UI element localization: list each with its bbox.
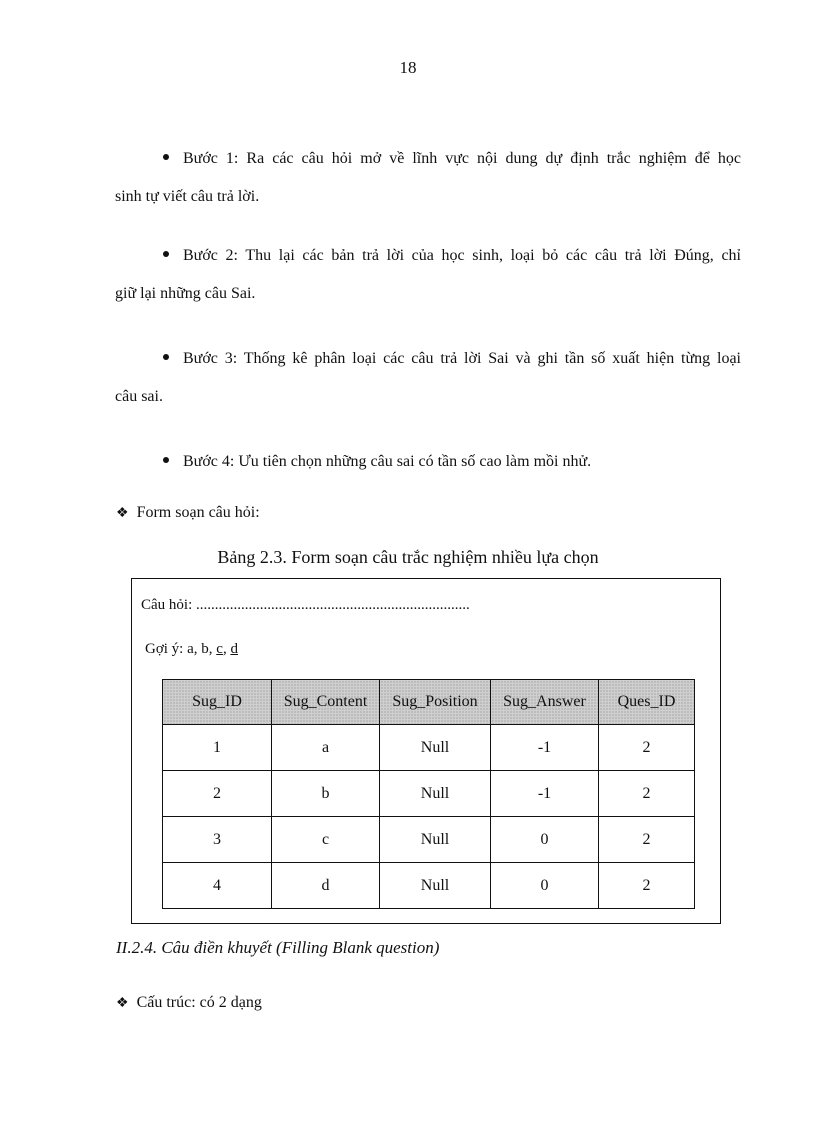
header-ques-id: Ques_ID <box>599 680 695 725</box>
header-sug-position: Sug_Position <box>380 680 491 725</box>
question-form-box <box>131 578 721 924</box>
step-1-line-2: sinh tự viết câu trả lời. <box>115 188 260 205</box>
cell-sug-content: d <box>272 863 380 909</box>
cell-sug-id: 3 <box>163 817 272 863</box>
diamond-bullet-icon: ❖ <box>116 996 129 1011</box>
cell-sug-answer: -1 <box>491 725 599 771</box>
hint-option-d: d <box>230 641 238 657</box>
hint-option-c: c <box>216 641 223 657</box>
step-1 <box>115 140 741 216</box>
cell-sug-content: b <box>272 771 380 817</box>
suggestion-table <box>162 679 695 909</box>
cell-sug-answer: -1 <box>491 771 599 817</box>
table-row <box>163 817 695 863</box>
cell-sug-id: 1 <box>163 725 272 771</box>
cell-ques-id: 2 <box>599 725 695 771</box>
table-caption: Bảng 2.3. Form soạn câu trắc nghiệm nhiều lựa chọn <box>217 547 599 567</box>
table-row <box>163 771 695 817</box>
cell-ques-id: 2 <box>599 817 695 863</box>
step-3 <box>115 340 741 416</box>
page-number: 18 <box>399 58 417 77</box>
bullet-icon <box>163 251 169 257</box>
diamond-bullet-icon: ❖ <box>116 506 129 521</box>
cell-sug-position: Null <box>380 771 491 817</box>
header-sug-id: Sug_ID <box>163 680 272 725</box>
cell-sug-content: c <box>272 817 380 863</box>
question-line: Câu hỏi: ......................................................................... <box>141 597 470 613</box>
cell-sug-answer: 0 <box>491 817 599 863</box>
form-heading-text: Form soạn câu hỏi: <box>136 504 260 521</box>
step-2-line-1: Bước 2: Thu lại các bản trả lời của học sinh, loại bỏ các câu trả lời Đúng, chỉ <box>183 247 741 264</box>
step-4 <box>115 443 741 481</box>
cell-sug-id: 2 <box>163 771 272 817</box>
cell-sug-position: Null <box>380 863 491 909</box>
cell-ques-id: 2 <box>599 863 695 909</box>
table-row <box>163 863 695 909</box>
step-4-line-1: Bước 4: Ưu tiên chọn những câu sai có tần số cao làm mồi nhử. <box>183 453 592 470</box>
step-3-line-2: câu sai. <box>115 388 163 405</box>
step-3-line-1: Bước 3: Thống kê phân loại các câu trả lời Sai và ghi tần số xuất hiện từng loại <box>183 350 741 367</box>
cell-sug-position: Null <box>380 817 491 863</box>
cell-sug-content: a <box>272 725 380 771</box>
bullet-icon <box>163 457 169 463</box>
step-2 <box>115 237 741 313</box>
hint-line <box>145 641 238 658</box>
step-1-line-1: Bước 1: Ra các câu hỏi mở về lĩnh vực nội dung dự định trắc nghiệm để học <box>183 150 741 167</box>
structure-line <box>116 991 262 1016</box>
form-heading <box>116 501 260 526</box>
cell-sug-answer: 0 <box>491 863 599 909</box>
cell-sug-id: 4 <box>163 863 272 909</box>
bullet-icon <box>163 154 169 160</box>
table-header-row <box>163 680 695 725</box>
structure-line-text: Cấu trúc: có 2 dạng <box>136 994 262 1011</box>
hint-separator: , <box>222 641 231 657</box>
table-row <box>163 725 695 771</box>
cell-sug-position: Null <box>380 725 491 771</box>
bullet-icon <box>163 354 169 360</box>
step-2-line-2: giữ lại những câu Sai. <box>115 285 256 302</box>
header-sug-content: Sug_Content <box>272 680 380 725</box>
cell-ques-id: 2 <box>599 771 695 817</box>
section-heading: II.2.4. Câu điền khuyết (Filling Blank question) <box>116 938 440 957</box>
hint-prefix: Gợi ý: a, b, <box>145 641 217 657</box>
header-sug-answer: Sug_Answer <box>491 680 599 725</box>
